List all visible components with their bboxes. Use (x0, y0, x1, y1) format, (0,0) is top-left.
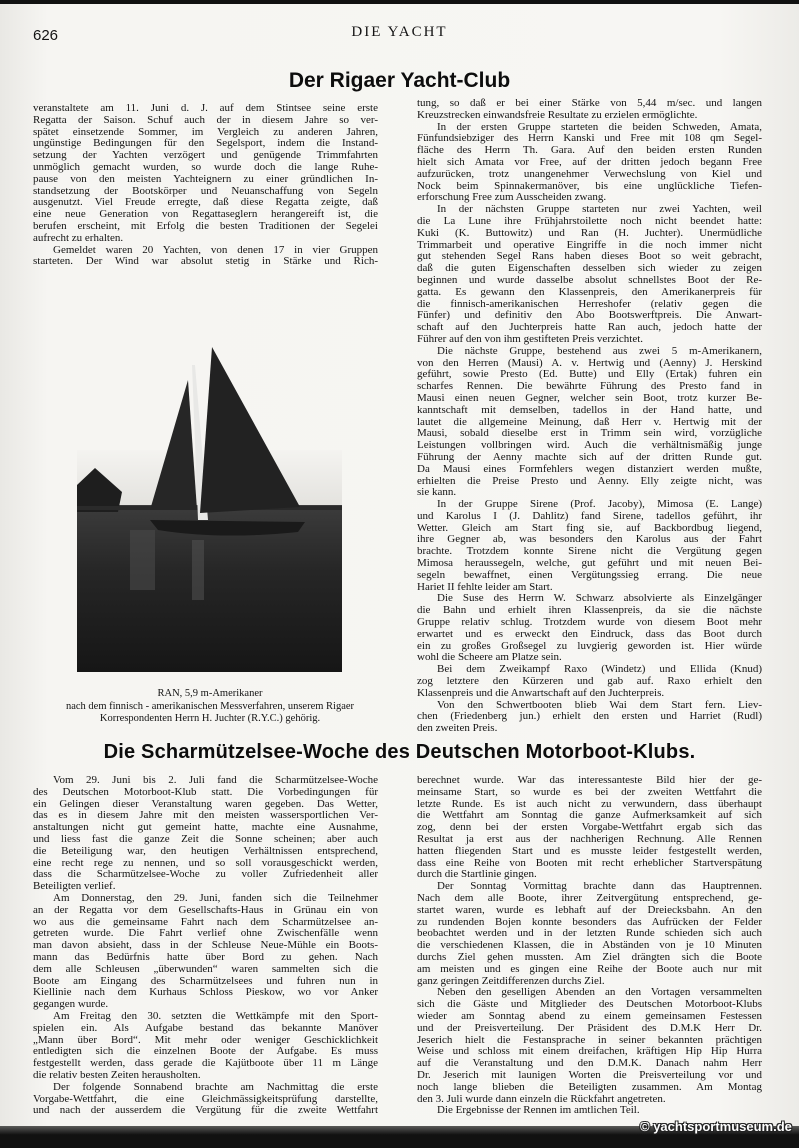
text-line: auf die Veranstaltung und den D.M.K. Danach nahm Herr (417, 1058, 762, 1070)
text-line: sich die Gäste und Mitglieder des Deutschen Motorboot-Klubs (417, 999, 762, 1011)
text-line: zu rundenden Bojen konnte besonders das Aufrücken der Felder (417, 916, 762, 928)
paragraph (33, 245, 378, 269)
text-line: eine recht rege zu nennen, und so soll vorausgeschickt werden, (33, 857, 378, 869)
text-line: unmöglich gemacht wurden, so wurde doch die lange Ruhe- (33, 161, 378, 173)
text-line: Dr. Jeserich mit launigen Worten die Preisverteilung vor und (417, 1069, 762, 1081)
text-line: ungünstige Bedingungen für den Segelsport, indem die Instand- (33, 138, 378, 150)
text-line: veranstaltete am 11. Juni d. J. auf dem Stintsee seine erste (33, 103, 378, 114)
text-line: „Mann über Bord“. Mit mehr oder weniger Geschicklichkeit (33, 1034, 378, 1046)
text-line: Mausi, sobald dieselbe erst in Trimm sein wird, vorzügliche (417, 428, 762, 440)
text-line: erforschung Free zum Ausscheiden zwang. (417, 192, 607, 204)
text-line: hielt sich Amata vor Free, auf der dritten jedoch begann Free (417, 156, 762, 168)
page-number: 626 (33, 27, 59, 44)
text-line: Kuki (K. Buttowitz) und Ran (H. Juchter). Unermüdliche (417, 227, 762, 239)
text-line: wieder am Sonntag abend zu einem gemeinsamen Festessen (417, 1010, 762, 1022)
paragraph (417, 775, 762, 881)
text-line: die relativ besten Zeiten herausholten. (33, 1069, 201, 1081)
text-line: erwartet und es erweckt den Eindruck, dass das Boot durch (417, 628, 762, 640)
text-line: dass eine Reihe von Booten mit recht erheblicher Startverspätung (417, 857, 762, 869)
text-line: hatten fliegenden Start und es musste leider festgestellt werden, (417, 845, 762, 857)
text-line: Fünfundsiebziger des Herrn Kanski und Free mit 108 qm Segel- (417, 133, 762, 145)
text-line: den 3. Juli wurde dann einzeln die Rückfahrt angetreten. (417, 1093, 666, 1105)
jib-sail (150, 380, 197, 510)
article2-right-column (417, 775, 762, 1117)
text-line: die Wettfahrt am Sonntag die ganze Aufmerksamkeit auf sich (417, 810, 762, 822)
text-line: geführt, sowie Presto (Ed. Butte) und Elly (Ertak) fuhren ein (417, 369, 762, 381)
text-line: In der nächsten Gruppe starteten nur zwei Yachten, weil (437, 204, 762, 216)
text-line: Da Mausi eines Formfehlers wegen distanziert werden mußte, (417, 463, 762, 475)
text-line: Kreuzstrecken einwandsfreie Resultate zu erzielen ermöglichte. (417, 109, 698, 121)
text-line: tung, so daß er bei einer Stärke von 5,44 m/sec. und langen (417, 98, 762, 109)
paragraph (417, 98, 762, 122)
text-line: noch lange blieben die Beteiligten zusammen. Am Montag (417, 1081, 762, 1093)
text-line: Nock beim Spinnakermanöver, bis eine unglückliche Tiefen- (417, 180, 762, 192)
text-line: setzung der Yachten verzögert und genügende Trimmfahrten (33, 150, 378, 162)
text-line: In der Gruppe Sirene (Prof. Jacoby), Mimosa (E. Lange) (437, 499, 762, 511)
paragraph (33, 775, 378, 893)
text-line: die Bahn und erhielt ihren Klassenpreis, da sie die nächste (417, 605, 762, 617)
text-line: zog letztere den Kürzeren und gab auf. Raxo erhielt den (417, 676, 762, 688)
text-line: Beteiligten verlief. (33, 881, 116, 893)
text-line: Am Freitag den 30. setzten die Wettkämpfe mit den Sport- (53, 1010, 378, 1022)
text-line: Trimmarbeit und operative Eingriffe in die noch immer nicht (417, 239, 762, 251)
paragraph (417, 593, 762, 664)
text-line: ihre Gegner ab, was besonders den Karolus aus der Fahrt (417, 534, 762, 546)
photo-caption-line1: nach dem finnisch - amerikanischen Messverfahren, unserem Rigaer (65, 701, 355, 712)
text-line: den zweiten Preis. (417, 723, 498, 735)
text-line: Gruppe relativ schlug. Trotzdem wurde von diesem Boot mehr (417, 617, 762, 629)
text-line: am meisten und es gingen eine Reihe der Boote auch nur mit (417, 963, 762, 975)
paragraph (33, 103, 378, 245)
text-line: durchs Ziel gehen mussten. Am Ziel drängten sich die Boote (417, 951, 762, 963)
text-line: Vom 29. Juni bis 2. Juli fand die Scharmützelsee-Woche (53, 775, 378, 786)
article2-left-column (33, 775, 378, 1117)
text-line: ausgenutzt. Viel Freude erregte, daß diese Regatta zeigte, daß (33, 197, 378, 209)
text-line: das es in diesem Jahre mit den meisten wassersportlichen Ver- (33, 810, 378, 822)
paragraph (417, 700, 762, 735)
text-line: standsetzung der Bootskörper und Neuanschaffung von Segeln (33, 185, 378, 197)
text-line: gut stehenden Segel Rans haben dieses Boot so weit gebracht, (417, 251, 762, 263)
text-line: durch die Startlinie gingen. (417, 869, 537, 881)
text-line: Von den Schwertbooten blieb Wai dem Start fern. Liev- (437, 699, 762, 711)
text-line: Fünfer) und definitiv den Abo Bootswerftpreis. Die Anwart- (417, 310, 762, 322)
paragraph (417, 204, 762, 346)
watermark: © yachtsportmuseum.de (640, 1119, 792, 1134)
text-line: eine neue Generation von Regattaseglern herangereift ist, die (33, 209, 378, 221)
paragraph (33, 1082, 378, 1117)
text-line: ein Gelingen dieser Veranstaltung waren gegeben. Das Wetter, (33, 798, 378, 810)
text-line: Mausi einen neuen Gegner, welcher sein Boot, trotz kurzer Be- (417, 392, 762, 404)
text-line: Hariet II fehlte leider am Start. (417, 581, 553, 593)
text-line: starteten. Der Wind war absolut stetig in Stärke und Rich- (33, 256, 378, 268)
text-line: Bei dem Zweikampf Raxo (Windetz) und Ellida (Knud) (437, 664, 762, 676)
paragraph (417, 987, 762, 1105)
text-line: letzte Runde. Es ist auch nicht zu verwundern, dass überhaupt (417, 798, 762, 810)
article-title-scharmuetzelsee-woche: Die Scharmützelsee-Woche des Deutschen Motorboot-Klubs. (103, 741, 696, 763)
text-line: getreten wurde. Die Fahrt verlief ohne Zwischenfälle wenn (33, 928, 378, 940)
text-line: gegangen wurde. (33, 999, 109, 1011)
text-line: brachte. Trotzdem konnte Sirene nicht die Vergütung gegen (417, 546, 762, 558)
paragraph (417, 881, 762, 987)
text-line: Klassenpreis und die Anwartschaft auf den Juchterpreis. (417, 687, 665, 699)
article1-left-column (33, 103, 378, 268)
text-line: pause von den meisten Yachteignern zu einer gründlichen In- (33, 173, 378, 185)
paragraph (417, 1105, 762, 1117)
text-line: man davon absieht, dass in der Schleuse Neue-Mühle ein Boots- (33, 940, 378, 952)
text-line: Führung der Aenny machte sich auf der dritten Runde gut. (417, 451, 762, 463)
text-line: dass die Scharmützelsee-Woche zu voller Zufriedenheit aller (33, 869, 378, 881)
text-line: gatta. Es gewann den Klassenpreis, den Amerikanerpreis für (417, 286, 762, 298)
sailboat-photo (70, 280, 360, 680)
text-line: Weise und schloss mit einem dreifachen, kräftigen Hip Hip Hurra (417, 1046, 762, 1058)
text-line: die Beteiligung war, den heutigen Verhältnissen entsprechend, (33, 845, 378, 857)
text-line: Führer auf den von ihm gestifteten Preis verzichtet. (417, 333, 644, 345)
text-line: anstaltungen nicht gut gemeint hatte, machte eine Ausnahme, (33, 822, 378, 834)
text-line: und nach der ausserdem die Vergütung für die zweite Wettfahrt (33, 1105, 378, 1117)
photo-caption-line2: Korrespondenten Herrn H. Juchter (R.Y.C.) gehörig. (99, 713, 321, 724)
text-line: Regatta der Saison. Schuf auch der in diesem Jahre so ver- (33, 114, 378, 126)
text-line: dem alle Schleusen „überwunden“ waren sammelten sich die (33, 963, 378, 975)
text-line: Boote am Eingang des Scharmützelsees und fuhren nun in (33, 975, 378, 987)
text-line: Die Ergebnisse der Rennen im amtlichen Teil. (437, 1105, 640, 1117)
text-line: und der Preisverteilung. Der Präsident des D.M.K Herr Dr. (417, 1022, 762, 1034)
running-header: DIE YACHT (351, 24, 448, 40)
text-line: des Deutschen Motorboot-Klub statt. Die Vorbedingungen für (33, 786, 378, 798)
scan-edge-top (0, 0, 799, 4)
paragraph (417, 499, 762, 593)
text-line: segeln bewaffnet, einen Vergütungssieg errang. Die neue (417, 569, 762, 581)
text-line: aufrecht zu erhalten. (33, 232, 124, 244)
text-line: Der folgende Sonnabend brachte am Nachmittag die erste (53, 1081, 378, 1093)
text-line: mann das Bedürfnis hatte über Bord zu gehen. Nach (33, 951, 378, 963)
text-line: schaft auf den Juchterpreis hatte Ran auch, jedoch hatte der (417, 322, 762, 334)
main-sail (200, 347, 300, 513)
text-line: Kiellinie nach dem Kurhaus Schloss Pieskow, wo vor Anker (33, 987, 378, 999)
text-line: chen (Friedenberg jun.) erhielt den ersten und Harriet (Rudl) (417, 711, 762, 723)
text-line: aufzurücken, trotz unangenehmer Verwechslung von Kiel und (417, 168, 762, 180)
paragraph (417, 122, 762, 205)
text-line: die La Lune ihre Frühjahrstoilette noch nicht beendet hatte: (417, 215, 762, 227)
text-line: In der ersten Gruppe starteten die beiden Schweden, Amata, (437, 121, 762, 133)
text-line: Mimosa heraussegeln, welche, gut geführt und mit neuen Bei- (417, 558, 762, 570)
text-line: meinsame Start, so wurde es bei der zweiten Wettfahrt die (417, 786, 762, 798)
text-line: daß die guten Eigenschaften desselben sich wieder zu zeigen (417, 263, 762, 275)
text-line: sie kann. (417, 487, 457, 499)
text-line: und liess fast die ganze Zeit die Sonne scheinen; aber auch (33, 833, 378, 845)
photo-caption-title: RAN, 5,9 m-Amerikaner (157, 688, 263, 699)
paragraph (417, 346, 762, 499)
text-line: zog, denn bei der ersten Vorgabe-Wettfahrt ergab sich das (417, 822, 762, 834)
text-line: berechnet wurde. War das interessanteste Bild hier der ge- (417, 775, 762, 786)
paragraph (417, 664, 762, 699)
text-line: ein zu großes Großsegel zu luvgierig geworden ist. Hier würde (417, 640, 762, 652)
text-line: Vorgabe-Wettfahrt, die eine Gleichmässigkeitsprüfung darstellte, (33, 1093, 378, 1105)
text-line: und Karolus I (J. Dahlitz) fand Sirene, tadellos geführt, ihr (417, 510, 762, 522)
text-line: wo aus die gemeinsame Fahrt nach dem Scharmützelsee an- (33, 916, 378, 928)
text-line: Resultat ja erst aus der nachherigen Rechnung. Alle Rennen (417, 833, 762, 845)
text-line: an der Regatta vor dem Gesellschafts-Haus in Grünau ein von (33, 904, 378, 916)
text-line: scharfes Rennen. Die bewährte Führung des Presto fand in (417, 381, 762, 393)
article1-right-column (417, 98, 762, 735)
article-title-rigaer-yacht-club: Der Rigaer Yacht-Club (288, 69, 511, 92)
text-line: Gemeldet waren 20 Yachten, von denen 17 in vier Gruppen (53, 244, 378, 256)
text-line: die verschiedenen Klassen, die in Abständen von je 10 Minuten (417, 940, 762, 952)
paragraph (33, 1011, 378, 1082)
text-line: Wetter. Gleich am Start fing sie, auf Backbordbug liegend, (417, 522, 762, 534)
text-line: entledigten sich die einzelnen Boote der Aufgabe. Es muss (33, 1046, 378, 1058)
text-line: die finnisch-amerikanischen Herreshofer (relativ gegen die (417, 298, 762, 310)
text-line: Neben den geselligen Abenden an den Vortagen versammelten (437, 987, 762, 999)
text-line: Der Sonntag Vormittag brachte dann das Hauptrennen. (437, 881, 762, 893)
text-line: lautet die allgemeine Meinung, daß Herr v. Hertwig mit der (417, 416, 762, 428)
text-line: beobachtet werden und in der letzten Runde schieden sich auch (417, 928, 762, 940)
text-line: Am Donnerstag, den 29. Juni, fanden sich die Teilnehmer (53, 892, 378, 904)
text-line: spielen ein. Als Aufgabe bestand das bekannte Manöver (33, 1022, 378, 1034)
text-line: startet waren, wurde es lebhaft auf der Dreiecksbahn. An den (417, 904, 762, 916)
text-line: erhielten die Preise Presto und Aenny. Elly zeigte nicht, was (417, 475, 762, 487)
text-line: festgestellt werden, dass gerade die Kajütboote über 11 m Länge (33, 1058, 378, 1070)
text-line: Die Suse des Herrn W. Schwarz absolvierte als Einzelgänger (437, 593, 762, 605)
text-line: Leistungen vollbringen wird. Auch die verhältnismäßig junge (417, 440, 762, 452)
text-line: fläche des Herrn Th. Gara. Auf den beiden ersten Runden (417, 145, 762, 157)
text-line: spätet einsetzende Sommer, im Vergleich zu anderen Jahren, (33, 126, 378, 138)
paragraph (33, 893, 378, 1011)
text-line: beginnen und wurde dasselbe absolut schnellstes Boot der Re- (417, 274, 762, 286)
text-line: von den Herren (Mausi) A. v. Hertwig und (Aenny) J. Herskind (417, 357, 762, 369)
text-line: Die nächste Gruppe, bestehend aus zwei 5 m-Amerikanern, (437, 345, 762, 357)
text-line: berufen erscheint, mit Erfolg die besten Traditionen der Segelei (33, 220, 378, 232)
text-line: kanntschaft mit demselben, tadellos in der Hand hatte, und (417, 404, 762, 416)
text-line: wohl die Scheere am Platze sein. (417, 652, 562, 664)
text-line: Nach dem alle Boote, ihrer Zeitvergütung entsprechend, ge- (417, 892, 762, 904)
text-line: ganz geringen Zeitdifferenzen durchs Ziel. (417, 975, 605, 987)
text-line: Jeserich hielt die Festansprache in seiner bekannten prächtigen (417, 1034, 762, 1046)
